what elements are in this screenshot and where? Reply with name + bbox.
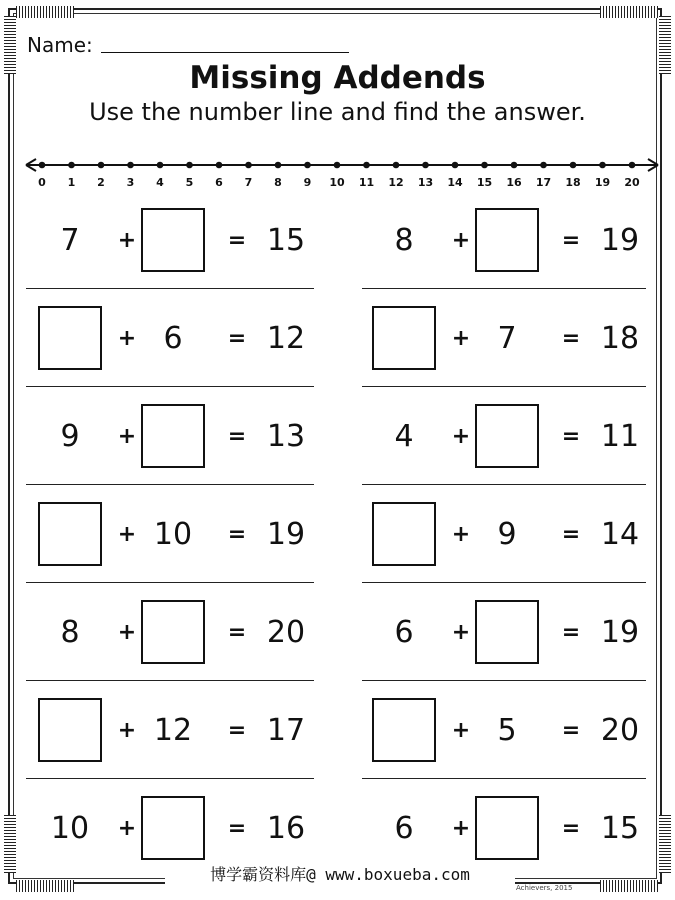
- plus-sign: +: [117, 620, 137, 645]
- equals-sign: =: [561, 424, 581, 449]
- number-line-tick-label: 12: [388, 176, 404, 189]
- row-divider: [26, 680, 314, 681]
- equals-sign: =: [227, 816, 247, 841]
- plus-sign: +: [117, 816, 137, 841]
- equals-sign: =: [561, 816, 581, 841]
- sum-value: 20: [266, 615, 306, 650]
- sum-value: 17: [266, 713, 306, 748]
- addend-a: 8: [394, 223, 414, 258]
- number-line-tick-label: 20: [624, 176, 640, 189]
- number-line-dot: [334, 162, 341, 169]
- number-line-tick-label: 17: [535, 176, 552, 189]
- number-line-tick-label: 6: [215, 176, 223, 189]
- row-divider: [26, 288, 314, 289]
- number-line-tick-label: 18: [565, 176, 581, 189]
- answer-box[interactable]: [372, 502, 436, 566]
- equals-sign: =: [227, 228, 247, 253]
- addend-b: 10: [153, 517, 193, 552]
- answer-box[interactable]: [38, 698, 102, 762]
- border-corner-decoration: [659, 815, 671, 873]
- number-line-tick-label: 2: [97, 176, 105, 189]
- problem-row: [38, 402, 318, 472]
- addend-b: 5: [497, 713, 517, 748]
- answer-box[interactable]: [475, 600, 539, 664]
- sum-value: 20: [600, 713, 640, 748]
- number-line-dot: [452, 162, 459, 169]
- problem-row: [38, 206, 318, 276]
- sum-value: 19: [600, 615, 640, 650]
- row-divider: [362, 484, 646, 485]
- name-field[interactable]: [101, 52, 349, 53]
- plus-sign: +: [117, 326, 137, 351]
- problem-row: [372, 794, 652, 864]
- number-line-tick-label: 1: [67, 176, 76, 189]
- number-line: [22, 152, 662, 192]
- number-line-tick-label: 15: [476, 176, 493, 189]
- number-line-tick-label: 10: [329, 176, 345, 189]
- plus-sign: +: [451, 522, 471, 547]
- answer-box[interactable]: [38, 502, 102, 566]
- sum-value: 15: [266, 223, 306, 258]
- number-line-tick-label: 5: [185, 176, 194, 189]
- number-line-dot: [481, 162, 488, 169]
- equals-sign: =: [227, 326, 247, 351]
- equals-sign: =: [227, 522, 247, 547]
- addend-a: 6: [394, 811, 414, 846]
- addend-a: 10: [50, 811, 90, 846]
- number-line-dot: [570, 162, 577, 169]
- number-line-tick-label: 3: [126, 176, 135, 189]
- number-line-dot: [599, 162, 606, 169]
- addend-b: 6: [163, 321, 183, 356]
- page-title: Missing Addends: [189, 60, 486, 96]
- plus-sign: +: [451, 424, 471, 449]
- row-divider: [362, 582, 646, 583]
- answer-box[interactable]: [141, 600, 205, 664]
- number-line-tick-label: 16: [506, 176, 522, 189]
- number-line-dot: [216, 162, 223, 169]
- equals-sign: =: [561, 522, 581, 547]
- row-divider: [26, 778, 314, 779]
- equals-sign: =: [561, 620, 581, 645]
- sum-value: 11: [600, 419, 640, 454]
- problem-row: [38, 696, 318, 766]
- number-line-tick-label: 9: [303, 176, 312, 189]
- number-line-tick-label: 8: [274, 176, 282, 189]
- plus-sign: +: [451, 816, 471, 841]
- plus-sign: +: [451, 326, 471, 351]
- answer-box[interactable]: [141, 404, 205, 468]
- problem-row: [372, 598, 652, 668]
- number-line-dot: [304, 162, 311, 169]
- addend-a: 6: [394, 615, 414, 650]
- number-line-tick-label: 7: [244, 176, 253, 189]
- number-line-dot: [275, 162, 282, 169]
- problem-row: [38, 500, 318, 570]
- answer-box[interactable]: [475, 208, 539, 272]
- number-line-tick-label: 13: [417, 176, 434, 189]
- answer-box[interactable]: [38, 306, 102, 370]
- equals-sign: =: [561, 718, 581, 743]
- addend-a: 8: [60, 615, 80, 650]
- plus-sign: +: [117, 718, 137, 743]
- answer-box[interactable]: [372, 306, 436, 370]
- addend-b: 7: [497, 321, 517, 356]
- number-line-dot: [39, 162, 46, 169]
- plus-sign: +: [451, 718, 471, 743]
- equals-sign: =: [561, 326, 581, 351]
- number-line-tick-label: 19: [594, 176, 611, 189]
- equals-sign: =: [227, 718, 247, 743]
- number-line-dot: [422, 162, 429, 169]
- equals-sign: =: [227, 620, 247, 645]
- addend-b: 9: [497, 517, 517, 552]
- problem-row: [372, 402, 652, 472]
- row-divider: [26, 582, 314, 583]
- number-line-dot: [186, 162, 193, 169]
- plus-sign: +: [117, 424, 137, 449]
- instructions: Use the number line and find the answer.: [89, 98, 586, 126]
- number-line-dot: [511, 162, 518, 169]
- row-divider: [362, 680, 646, 681]
- row-divider: [362, 778, 646, 779]
- border-corner-decoration: [4, 815, 16, 873]
- row-divider: [362, 386, 646, 387]
- addend-a: 7: [60, 223, 80, 258]
- name-label: Name:: [27, 33, 93, 57]
- answer-box[interactable]: [475, 404, 539, 468]
- sum-value: 19: [600, 223, 640, 258]
- number-line-dot: [629, 162, 636, 169]
- answer-box[interactable]: [141, 796, 205, 860]
- sum-value: 16: [266, 811, 306, 846]
- equals-sign: =: [227, 424, 247, 449]
- watermark: 博学霸资料库@ www.boxueba.com: [165, 862, 515, 888]
- number-line-dot: [540, 162, 547, 169]
- row-divider: [362, 288, 646, 289]
- number-line-dot: [363, 162, 370, 169]
- border-corner-decoration: [600, 880, 658, 892]
- addend-b: 12: [153, 713, 193, 748]
- number-line-dot: [393, 162, 400, 169]
- problem-row: [372, 206, 652, 276]
- sum-value: 15: [600, 811, 640, 846]
- problem-row: [38, 794, 318, 864]
- plus-sign: +: [117, 228, 137, 253]
- answer-box[interactable]: [372, 698, 436, 762]
- addend-a: 4: [394, 419, 414, 454]
- number-line-dot: [98, 162, 105, 169]
- number-line-dot: [245, 162, 252, 169]
- row-divider: [26, 386, 314, 387]
- name-row: [27, 30, 349, 56]
- number-line-dot: [127, 162, 134, 169]
- sum-value: 18: [600, 321, 640, 356]
- sum-value: 14: [600, 517, 640, 552]
- problem-row: [372, 304, 652, 374]
- sum-value: 12: [266, 321, 306, 356]
- problem-row: [38, 304, 318, 374]
- problem-row: [372, 696, 652, 766]
- number-line-tick-label: 0: [38, 176, 46, 189]
- addend-a: 9: [60, 419, 80, 454]
- number-line-dot: [68, 162, 75, 169]
- border-corner-decoration: [16, 6, 74, 18]
- border-corner-decoration: [16, 880, 74, 892]
- number-line-tick-label: 4: [156, 176, 164, 189]
- answer-box[interactable]: [475, 796, 539, 860]
- number-line-dot: [157, 162, 164, 169]
- plus-sign: +: [451, 228, 471, 253]
- plus-sign: +: [451, 620, 471, 645]
- number-line-tick-label: 11: [358, 176, 375, 189]
- plus-sign: +: [117, 522, 137, 547]
- answer-box[interactable]: [141, 208, 205, 272]
- equals-sign: =: [561, 228, 581, 253]
- problem-row: [372, 500, 652, 570]
- border-corner-decoration: [600, 6, 658, 18]
- problem-row: [38, 598, 318, 668]
- sum-value: 13: [266, 419, 306, 454]
- copyright: Achievers, 2015: [516, 884, 573, 892]
- sum-value: 19: [266, 517, 306, 552]
- number-line-tick-label: 14: [447, 176, 463, 189]
- row-divider: [26, 484, 314, 485]
